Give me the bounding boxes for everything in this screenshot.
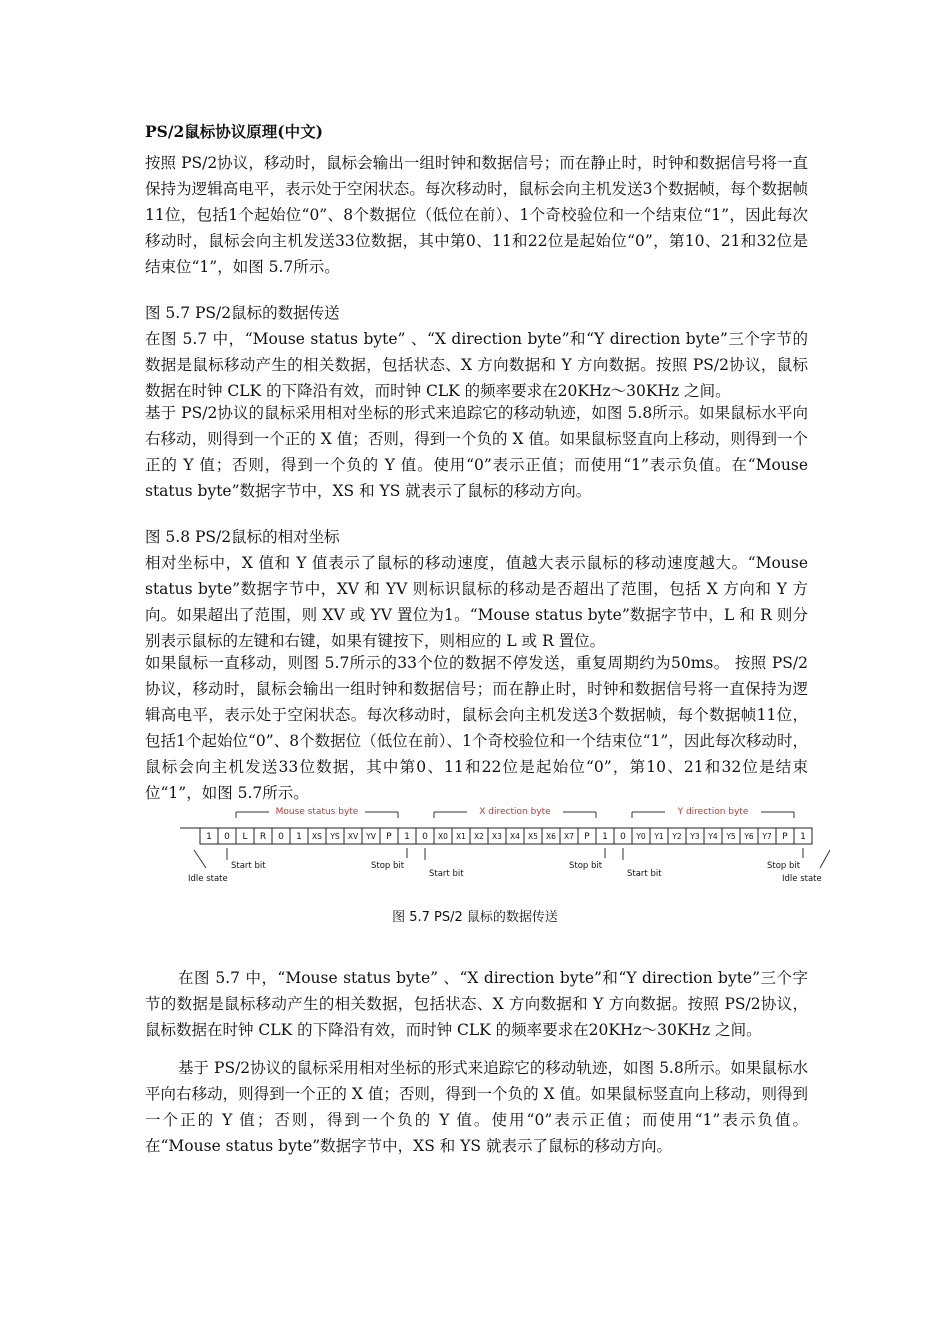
bit-label: Y2 xyxy=(672,832,682,841)
group-label: Mouse status byte xyxy=(275,807,359,817)
figure-caption: 图 5.7 PS/2 鼠标的数据传送 xyxy=(392,910,558,925)
bit-label: P xyxy=(584,832,590,842)
start-bit-label: Start bit xyxy=(627,869,662,879)
stop-bit-label: Stop bit xyxy=(569,861,603,871)
bit-label: Y0 xyxy=(636,832,646,841)
bit-label: X4 xyxy=(510,832,520,841)
paragraph-relative-repeat: 基于 PS/2协议的鼠标采用相对坐标的形式来追踪它的移动轨迹，如图 5.8所示。如果鼠标水平向右移动，则得到一个正的 X 值；否则，得到一个负的 X 值。如果鼠标竖直向上移动，则得到一个正的 Y 值；否则，得到一个负的 Y 值。使用“0”表示正值；而使用“1”表示负值。在“Mouse status byte”数据字节中，XS 和 YS 就表示了鼠标的移动方向。 xyxy=(145,1059,808,1155)
figure-5-7-label: 图 5.7 PS/2鼠标的数据传送 xyxy=(145,304,340,322)
bit-label: YS xyxy=(330,832,340,841)
bit-label: 1 xyxy=(404,832,410,842)
paragraph-speed: 相对坐标中，X 值和 Y 值表示了鼠标的移动速度，值越大表示鼠标的移动速度越大。“Mouse status byte”数据字节中，XV 和 YV 则标识鼠标的移动是否超出了范围，包括 X 方向和 Y 方向。如果超出了范围，则 XV 或 YV 置位为1。“Mouse status byte”数据字节中，L 和 R 则分别表示鼠标的左键和右键，如果有键按下，则相应的 L 或 R 置位。 xyxy=(145,554,808,650)
bit-label: Y6 xyxy=(744,832,754,841)
bit-label: 0 xyxy=(278,832,284,842)
bit-label: 1 xyxy=(296,832,302,842)
figure-5-8-label: 图 5.8 PS/2鼠标的相对坐标 xyxy=(145,528,340,546)
paragraph-intro: 按照 PS/2协议，移动时，鼠标会输出一组时钟和数据信号；而在静止时，时钟和数据信号将一直保持为逻辑高电平，表示处于空闲状态。每次移动时，鼠标会向主机发送3个数据帧，每个数据帧11位，包括1个起始位“0”、8个数据位（低位在前）、1个奇校验位和一个结束位“1”，因此每次移动时，鼠标会向主机发送33位数据，其中第0、11和22位是起始位“0”，第10、21和32位是结束位“1”，如图 5.7所示。 xyxy=(145,154,808,276)
paragraph-status-bytes-repeat: 在图 5.7 中，“Mouse status byte” 、“X direction byte”和“Y direction byte”三个字节的数据是鼠标移动产生的相关数据，包括状态、X 方向数据和 Y 方向数据。按照 PS/2协议，鼠标数据在时钟 CLK 的下降沿有效，而时钟 CLK 的频率要求在20KHz～30KHz 之间。 xyxy=(145,969,808,1039)
bit-label: P xyxy=(386,832,392,842)
bit-label: XS xyxy=(312,832,322,841)
timing-diagram-svg xyxy=(180,798,822,898)
idle-arrow-left xyxy=(194,850,206,868)
bit-label: XV xyxy=(347,832,359,841)
bit-label: X5 xyxy=(528,832,538,841)
bit-label: 0 xyxy=(422,832,428,842)
paragraph-status-bytes: 在图 5.7 中，“Mouse status byte” 、“X direction byte”和“Y direction byte”三个字节的数据是鼠标移动产生的相关数据，包括状态、X 方向数据和 Y 方向数据。按照 PS/2协议，鼠标数据在时钟 CLK 的下降沿有效，而时钟 CLK 的频率要求在20KHz～30KHz 之间。 xyxy=(145,330,808,400)
bit-label: Y4 xyxy=(708,832,718,841)
bit-label: 1 xyxy=(800,832,806,842)
bit-label: YV xyxy=(366,832,376,841)
bit-label: 1 xyxy=(602,832,608,842)
start-bit-label: Start bit xyxy=(231,861,266,871)
bit-label: Y7 xyxy=(762,832,772,841)
bit-label: X0 xyxy=(438,832,448,841)
group-label: X direction byte xyxy=(479,807,551,817)
bit-label: L xyxy=(242,832,248,842)
paragraph-relative-coordinates: 基于 PS/2协议的鼠标采用相对坐标的形式来追踪它的移动轨迹，如图 5.8所示。如果鼠标水平向右移动，则得到一个正的 X 值；否则，得到一个负的 X 值。如果鼠标竖直向上移动，则得到一个正的 Y 值；否则，得到一个负的 Y 值。使用“0”表示正值；而使用“1”表示负值。在“Mouse status byte”数据字节中，XS 和 YS 就表示了鼠标的移动方向。 xyxy=(145,404,808,500)
bit-label: X6 xyxy=(546,832,556,841)
bit-label: 0 xyxy=(620,832,626,842)
bit-label: Y5 xyxy=(726,832,736,841)
document-title: PS/2鼠标协议原理(中文) xyxy=(145,122,323,141)
idle-arrow-right xyxy=(820,850,830,868)
bit-label: X1 xyxy=(456,832,466,841)
bit-label: X2 xyxy=(474,832,484,841)
idle-state-label-right: Idle state xyxy=(782,874,822,884)
bit-label: X3 xyxy=(492,832,502,841)
stop-bit-label: Stop bit xyxy=(767,861,801,871)
ps2-timing-diagram xyxy=(180,798,822,908)
bit-label: 1 xyxy=(206,832,212,842)
bit-label: 0 xyxy=(224,832,230,842)
bit-label: X7 xyxy=(564,832,574,841)
bit-label: Y3 xyxy=(690,832,700,841)
stop-bit-label: Stop bit xyxy=(371,861,405,871)
bit-label: R xyxy=(259,832,267,842)
start-bit-label: Start bit xyxy=(429,869,464,879)
paragraph-repeat: 如果鼠标一直移动，则图 5.7所示的33个位的数据不停发送，重复周期约为50ms。 按照 PS/2协议，移动时，鼠标会输出一组时钟和数据信号；而在静止时，时钟和数据信号将一直保持为逻辑高电平，表示处于空闲状态。每次移动时，鼠标会向主机发送3个数据帧，每个数据帧11位，包括1个起始位“0”、8个数据位（低位在前）、1个奇校验位和一个结束位“1”，因此每次移动时，鼠标会向主机发送33位数据，其中第0、11和22位是起始位“0”，第10、21和32位是结束位“1”，如图 5.7所示。 xyxy=(145,654,808,802)
idle-state-label-left: Idle state xyxy=(188,874,228,884)
group-label: Y direction byte xyxy=(677,807,749,817)
bit-label: Y1 xyxy=(654,832,664,841)
bit-label: P xyxy=(782,832,788,842)
